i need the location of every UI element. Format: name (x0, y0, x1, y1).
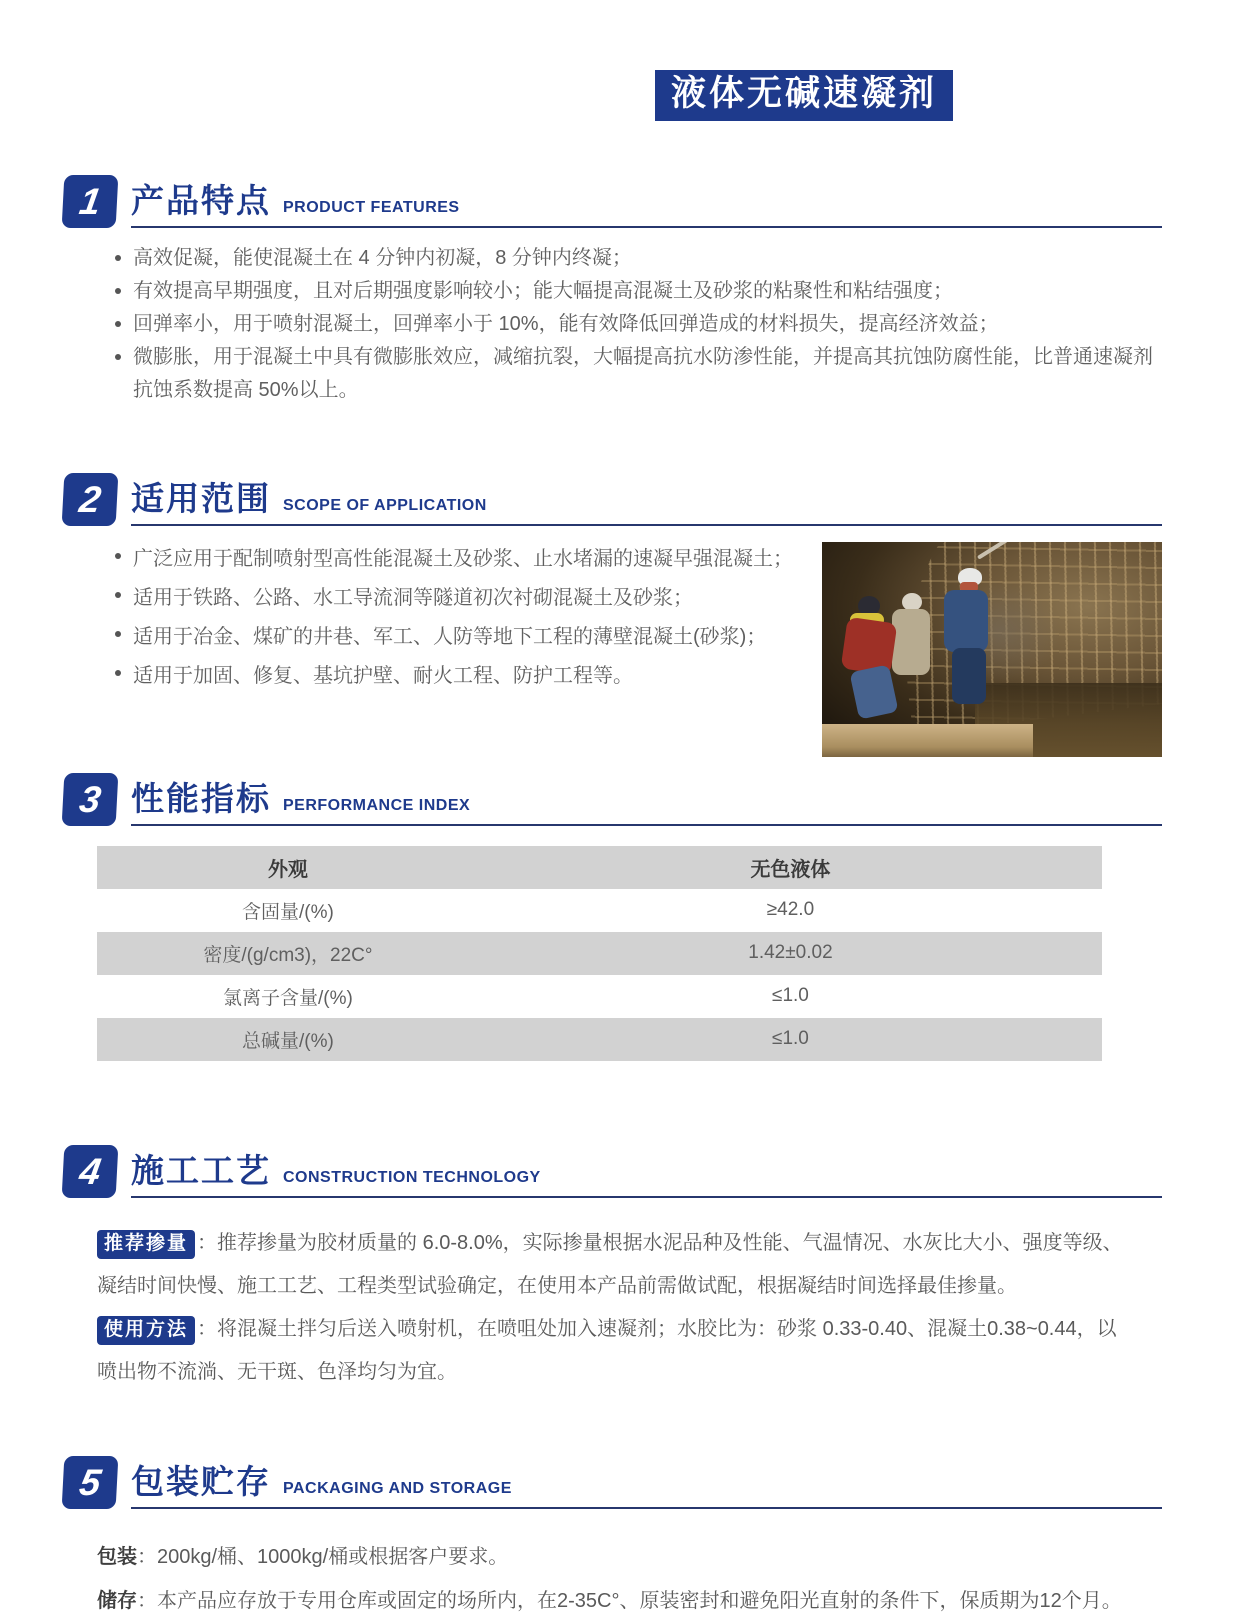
usage-badge: 使用方法 (97, 1316, 195, 1346)
table-cell-label: 总碱量/(%) (242, 1030, 334, 1052)
paragraph-text: ：推荐掺量为胶材质量的 6.0-8.0%，实际掺量根据水泥品种及性能、气温情况、水灰比大小、强度等级、凝结时间快慢、施工工艺、工程类型试验确定，在使用本产品前需做试配，根据凝结时间选择最佳掺量。 (97, 1231, 1123, 1297)
section-title-en: PACKAGING AND STORAGE (283, 1479, 512, 1497)
section-packaging-storage (63, 1456, 1162, 1623)
paragraph-usage (97, 1308, 1132, 1394)
section-title-row (131, 473, 1162, 526)
banner-row (63, 0, 1162, 121)
packaging-label: 包装 (97, 1545, 137, 1568)
page-title: 液体无碱速凝剂 (655, 70, 953, 121)
section-title-cn: 性能指标 (131, 779, 271, 817)
packaging-text: ：200kg/桶、1000kg/桶或根据客户要求。 (137, 1545, 509, 1568)
section-title-en: SCOPE OF APPLICATION (283, 496, 487, 514)
list-item: 适用于加固、修复、基坑护壁、耐火工程、防护工程等。 (115, 657, 822, 696)
section-product-features (63, 175, 1162, 407)
section-performance-index (63, 773, 1162, 1061)
table-cell-value: 无色液体 (750, 858, 831, 881)
section-title-row (131, 1456, 1162, 1509)
scope-list (63, 540, 822, 757)
wooden-platform (822, 724, 1033, 756)
table-row (97, 932, 1102, 975)
section-title-cn: 包装贮存 (131, 1462, 271, 1500)
packaging-line (97, 1535, 1157, 1579)
section-scope-of-application (63, 473, 1162, 757)
section-title-cn: 产品特点 (131, 181, 271, 219)
list-item: 广泛应用于配制喷射型高性能混凝土及砂浆、止水堵漏的速凝早强混凝土； (115, 540, 822, 579)
section-construction-technology (63, 1145, 1162, 1394)
section-header (63, 473, 1162, 526)
storage-text: ：本产品应存放于专用仓库或固定的场所内，在2-35C°、原装密封和避免阳光直射的条件下，保质期为12个月。 (137, 1589, 1122, 1612)
section-number-badge (62, 175, 119, 228)
scope-content (63, 540, 1162, 757)
tunnel-construction-photo (822, 542, 1162, 757)
table-row (97, 889, 1102, 932)
section-header (63, 175, 1162, 228)
worker-blue-overalls (938, 568, 1008, 718)
section-title-en: PRODUCT FEATURES (283, 198, 460, 216)
section-number: 2 (76, 478, 104, 520)
storage-label: 储存 (97, 1589, 137, 1612)
table-cell-value: ≤1.0 (772, 1028, 809, 1049)
section-number: 3 (76, 778, 104, 820)
paragraph-dosage (97, 1222, 1132, 1308)
section-header (63, 1456, 1162, 1509)
packaging-content (97, 1535, 1157, 1623)
table-cell-label: 密度/(g/cm3)，22C° (203, 944, 373, 966)
section-title-row (131, 1145, 1162, 1198)
section-number-badge (62, 1456, 119, 1509)
list-item: 高效促凝，能使混凝土在 4 分钟内初凝，8 分钟内终凝； (115, 242, 1162, 275)
list-item: 有效提高早期强度，且对后期强度影响较小；能大幅提高混凝土及砂浆的粘聚性和粘结强度； (115, 275, 1162, 308)
section-number: 4 (76, 1150, 104, 1192)
table-cell-value: ≤1.0 (772, 985, 809, 1006)
storage-line (97, 1579, 1157, 1623)
section-number-badge (62, 1145, 119, 1198)
section-number-badge (62, 773, 119, 826)
table-row (97, 846, 1102, 889)
section-title-cn: 施工工艺 (131, 1151, 271, 1189)
list-item: 微膨胀，用于混凝土中具有微膨胀效应，减缩抗裂，大幅提高抗水防渗性能，并提高其抗蚀防腐性能，比普通速凝剂抗蚀系数提高 50%以上。 (115, 341, 1162, 407)
section-title-row (131, 175, 1162, 228)
section-title-cn: 适用范围 (131, 479, 271, 517)
table-row (97, 1018, 1102, 1061)
section-header (63, 1145, 1162, 1198)
table-cell-value: ≥42.0 (766, 899, 815, 920)
list-item: 适用于冶金、煤矿的井巷、军工、人防等地下工程的薄壁混凝土(砂浆)； (115, 618, 822, 657)
list-item: 回弹率小，用于喷射混凝土，回弹率小于 10%，能有效降低回弹造成的材料损失，提高经济效益； (115, 308, 1162, 341)
worker-red-jacket (842, 596, 902, 726)
list-item: 适用于铁路、公路、水工导流洞等隧道初次衬砌混凝土及砂浆； (115, 579, 822, 618)
section-number: 5 (76, 1461, 104, 1503)
performance-table (97, 846, 1102, 1061)
construction-content (97, 1222, 1132, 1394)
section-title-en: PERFORMANCE INDEX (283, 796, 471, 814)
section-header (63, 773, 1162, 826)
table-cell-label: 含固量/(%) (242, 901, 334, 923)
paragraph-text: ：将混凝土拌匀后送入喷射机，在喷咀处加入速凝剂；水胶比为：砂浆 0.33-0.40、混凝土0.38~0.44，以喷出物不流淌、无干斑、色泽均匀为宜。 (97, 1317, 1117, 1383)
section-title-en: CONSTRUCTION TECHNOLOGY (283, 1168, 541, 1186)
section-number: 1 (76, 180, 104, 222)
table-row (97, 975, 1102, 1018)
section-number-badge (62, 473, 119, 526)
dosage-badge: 推荐掺量 (97, 1230, 195, 1260)
table-cell-label: 外观 (267, 858, 308, 881)
feature-list (63, 242, 1162, 407)
table-cell-label: 氯离子含量/(%) (223, 987, 353, 1009)
section-title-row (131, 773, 1162, 826)
table-cell-value: 1.42±0.02 (748, 942, 833, 963)
